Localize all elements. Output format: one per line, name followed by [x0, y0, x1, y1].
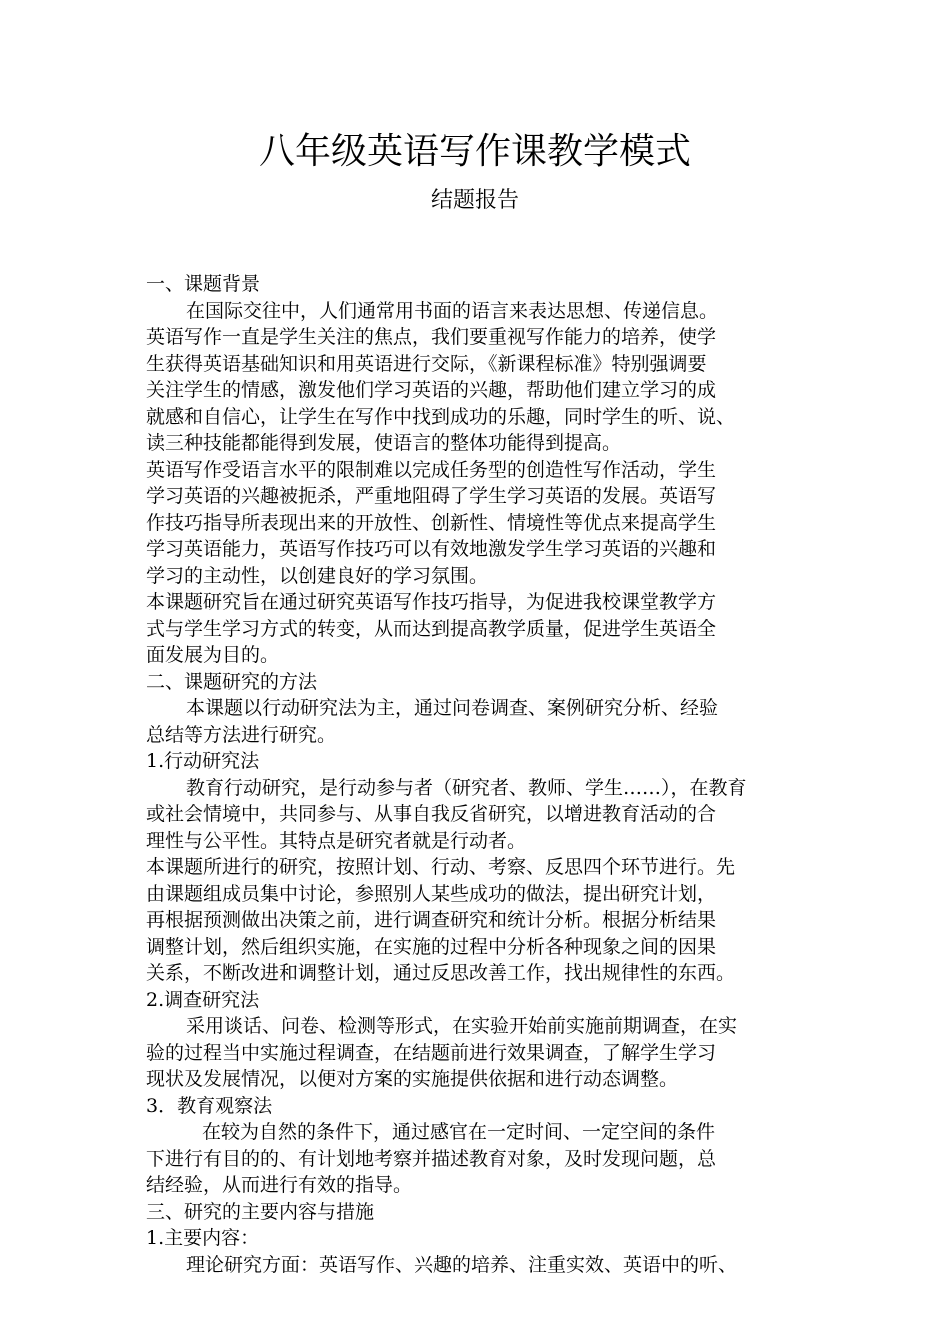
paragraph-line: 结经验，从而进行有效的指导。 — [146, 1174, 413, 1196]
paragraph-line: 英语写作一直是学生关注的焦点，我们要重视写作能力的培养，使学 — [146, 326, 717, 348]
document-title: 八年级英语写作课教学模式 — [258, 131, 691, 172]
section-heading-content-measures: 三、研究的主要内容与措施 — [146, 1200, 375, 1223]
paragraph-line: 理性与公平性。其特点是研究者就是行动者。 — [146, 829, 527, 852]
paragraph-line: 教育行动研究，是行动参与者（研究者、教师、学生……），在教育 — [186, 776, 747, 799]
paragraph-line: 式与学生学习方式的转变，从而达到提高教学质量，促进学生英语全 — [146, 617, 717, 640]
paragraph-line: 关系，不断改进和调整计划，通过反思改善工作，找出规律性的东西。 — [146, 962, 736, 984]
paragraph-line: 理论研究方面：英语写作、兴趣的培养、注重实效、英语中的听、 — [186, 1253, 738, 1276]
paragraph-line: 学习的主动性，以创建良好的学习氛围。 — [146, 564, 489, 587]
paragraph-line: 作技巧指导所表现出来的开放性、创新性、情境性等优点来提高学生 — [146, 511, 717, 534]
subsection-heading-action-research: 1.行动研究法 — [146, 750, 260, 772]
subsection-heading-observation: 3．教育观察法 — [146, 1094, 273, 1117]
subsection-heading-main-content: 1.主要内容： — [146, 1227, 260, 1249]
paragraph-line: 现状及发展情况，以便对方案的实施提供依据和进行动态调整。 — [146, 1068, 679, 1090]
section-heading-background: 一、课题背景 — [146, 273, 261, 295]
paragraph-line: 验的过程当中实施过程调查，在结题前进行效果调查，了解学生学习 — [146, 1041, 717, 1064]
paragraph-line: 读三种技能都能得到发展，使语言的整体功能得到提高。 — [146, 432, 622, 454]
paragraph-line: 关注学生的情感，激发他们学习英语的兴趣，帮助他们建立学习的成 — [146, 379, 717, 401]
paragraph-line: 下进行有目的的、有计划地考察并描述教育对象，及时发现问题，总 — [146, 1147, 717, 1170]
paragraph-line: 本课题研究旨在通过研究英语写作技巧指导，为促进我校课堂教学方 — [146, 591, 717, 613]
paragraph-line: 或社会情境中，共同参与、从事自我反省研究，以增进教育活动的合 — [146, 803, 717, 825]
paragraph-line: 面发展为目的。 — [146, 644, 280, 666]
paragraph-line: 本课题所进行的研究，按照计划、行动、考察、反思四个环节进行。先 — [146, 856, 736, 878]
paragraph-line: 采用谈话、问卷、检测等形式，在实验开始前实施前期调查，在实 — [186, 1015, 738, 1037]
paragraph-line: 就感和自信心，让学生在写作中找到成功的乐趣，同时学生的听、说、 — [146, 405, 736, 428]
document-body — [146, 271, 811, 1278]
document-subtitle: 结题报告 — [430, 188, 519, 213]
paragraph-line: 在较为自然的条件下，通过感官在一定时间、一定空间的条件 — [202, 1121, 716, 1143]
paragraph-line: 学习英语能力，英语写作技巧可以有效地激发学生学习英语的兴趣和 — [146, 538, 717, 560]
paragraph-line: 再根据预测做出决策之前，进行调查研究和统计分析。根据分析结果 — [146, 909, 717, 931]
paragraph-line: 学习英语的兴趣被扼杀，严重地阻碍了学生学习英语的发展。英语写 — [146, 485, 717, 507]
paragraph-line: 在国际交往中，人们通常用书面的语言来表达思想、传递信息。 — [186, 299, 719, 322]
paragraph-line: 总结等方法进行研究。 — [146, 723, 337, 746]
paragraph-line: 英语写作受语言水平的限制难以完成任务型的创造性写作活动，学生 — [146, 458, 717, 481]
paragraph-line: 调整计划，然后组织实施，在实施的过程中分析各种现象之间的因果 — [146, 935, 717, 958]
section-heading-methods: 二、课题研究的方法 — [146, 670, 318, 693]
subsection-heading-survey-research: 2.调查研究法 — [146, 988, 260, 1011]
paragraph-line: 由课题组成员集中讨论，参照别人某些成功的做法，提出研究计划， — [146, 882, 717, 905]
paragraph-line: 生获得英语基础知识和用英语进行交际，《新课程标准》特别强调要 — [146, 352, 707, 375]
paragraph-line: 本课题以行动研究法为主，通过问卷调查、案例研究分析、经验 — [186, 697, 719, 719]
